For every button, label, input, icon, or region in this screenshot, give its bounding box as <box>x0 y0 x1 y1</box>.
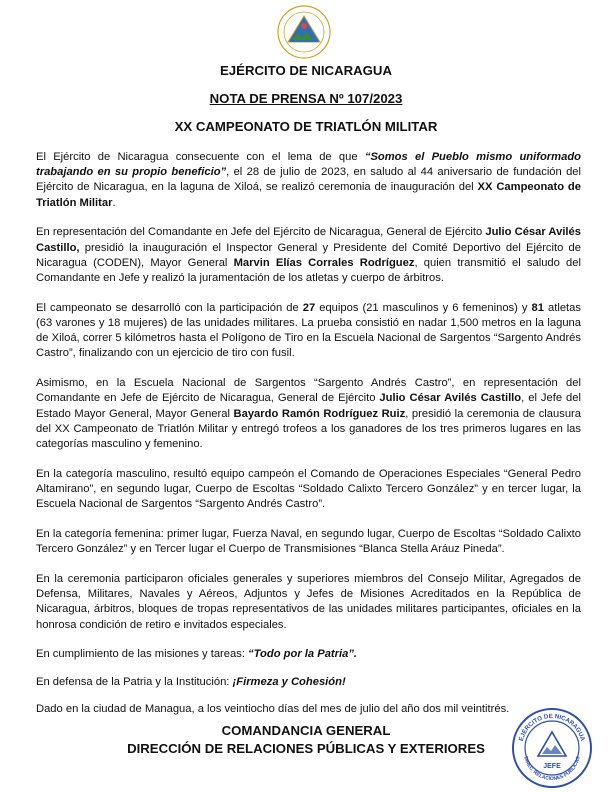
person-name: Julio César Avilés Castillo, <box>36 226 581 254</box>
coat-of-arms-icon <box>268 4 340 60</box>
press-note-number: NOTA DE PRENSA Nº 107/2023 <box>209 91 403 106</box>
person-name: Julio César Avilés Castillo <box>379 392 522 405</box>
signature-line-2: DIRECCIÓN DE RELACIONES PÚBLICAS Y EXTERIORES <box>127 741 485 756</box>
paragraph-1 <box>36 150 581 211</box>
official-seal-icon <box>510 706 594 790</box>
paragraph-8 <box>36 647 581 662</box>
svg-text:JEFE: JEFE <box>543 763 561 770</box>
paragraph-7: En la ceremonia participaron oficiales generales y superiores miembros del Consejo Militar, Agregados de Defensa, Militares, Navales y Aéreos, Adjuntos y Jefes de Misiones Acreditados en la República de Nicaragua, árbitros, bloques de tropas representativos de las unidades militares participantes, oficiales en la honrosa condición de retiro e invitados especiales. <box>36 573 581 631</box>
document-body <box>36 150 581 732</box>
paragraph-2 <box>36 225 581 286</box>
text-span: atletas (63 varones y 18 mujeres) de las unidades militares. La prueba consistió en nadar 1,500 metros en la laguna de Xiloá, correr 5 kilómetros hasta el Polígono de Tiro en la Escuela Nacional de Sargentos “Sargento Andrés Castro”, finalizando con un ejercicio de tiro con fusil. <box>36 301 581 360</box>
text-span: . <box>112 196 116 209</box>
paragraph-10: Dado en la ciudad de Managua, a los veintiocho días del mes de julio del año dos mil veintitrés. <box>36 702 510 715</box>
signature-line-1: COMANDANCIA GENERAL <box>221 723 391 738</box>
text-span: En cumplimiento de las misiones y tareas: <box>36 648 249 661</box>
svg-text:DIREC. RELACIONES PÚBLICAS: DIREC. RELACIONES PÚBLICAS <box>522 755 582 783</box>
slogan-text: ¡Firmeza y Cohesión! <box>232 675 346 688</box>
text-span: , presidió la ceremonia de clausura del XX Campeonato de Triatlón Militar y entregó trofeos a los ganadores de los tres primeros lugares en las categorías masculino y femenino. <box>36 407 581 451</box>
team-count: 27 <box>302 301 316 314</box>
text-span: , el Jefe del Estado Mayor General, Mayor General <box>36 392 581 420</box>
paragraph-9 <box>36 675 581 690</box>
text-span: En representación del Comandante en Jefe del Ejército de Nicaragua, General de Ejército <box>36 226 486 239</box>
slogan-text: “Todo por la Patria”. <box>248 648 358 661</box>
text-span: En defensa de la Patria y la Institución: <box>36 675 233 688</box>
text-span: presidió la inauguración el Inspector General y Presidente del Comité Deportivo del Ejército de Nicaragua (CODEN), Mayor General <box>36 241 581 269</box>
person-name: Bayardo Ramón Rodríguez Ruiz <box>233 407 406 420</box>
document-title: XX CAMPEONATO DE TRIATLÓN MILITAR <box>174 119 438 134</box>
svg-text:EJÉRCITO DE NICARAGUA: EJÉRCITO DE NICARAGUA <box>517 712 587 743</box>
text-span: , el 28 de julio de 2023, en saludo al 44 aniversario de fundación del Ejército de Nicaragua, en la laguna de Xiloá, se realizó ceremonia de inauguración del <box>36 166 582 194</box>
paragraph-5: En la categoría masculino, resultó equipo campeón el Comando de Operaciones Especiales “General Pedro Altamirano”, en segundo lugar, Cuerpo de Escoltas “Soldado Calixto Tercero González” y en tercer lugar, la Escuela Nacional de Sargentos “Sargento Andrés Castro”. <box>36 467 581 511</box>
text-span: El campeonato se desarrolló con la participación de <box>36 301 303 314</box>
athlete-count: 81 <box>531 301 544 314</box>
text-span: , quien transmitió el saludo del Comandante en Jefe y realizó la juramentación de los atletas y cuerpo de árbitros. <box>36 256 581 285</box>
text-span: Asimismo, en la Escuela Nacional de Sargentos “Sargento Andrés Castro”, en representación del Comandante en Jefe de Ejército de Nicaragua, General de Ejército <box>36 377 581 405</box>
event-name: XX Campeonato de Triatlón Militar <box>36 181 581 209</box>
paragraph-3 <box>36 301 581 362</box>
motto-text: “Somos el Pueblo mismo uniformado trabajando en su propio beneficio” <box>36 151 581 179</box>
text-span: El Ejército de Nicaragua consecuente con el lema de que <box>36 151 365 163</box>
paragraph-4 <box>36 376 581 452</box>
text-span: equipos (21 masculinos y 6 femeninos) y <box>315 301 532 314</box>
paragraph-6: En la categoría femenina: primer lugar, Fuerza Naval, en segundo lugar, Cuerpo de Escoltas “Soldado Calixto Tercero González” y en Tercer lugar el Cuerpo de Transmisiones “Blanca Stella Aráuz Pineda”. <box>36 528 581 556</box>
org-title: EJÉRCITO DE NICARAGUA <box>220 63 392 78</box>
person-name: Marvin Elías Corrales Rodríguez <box>233 256 415 269</box>
